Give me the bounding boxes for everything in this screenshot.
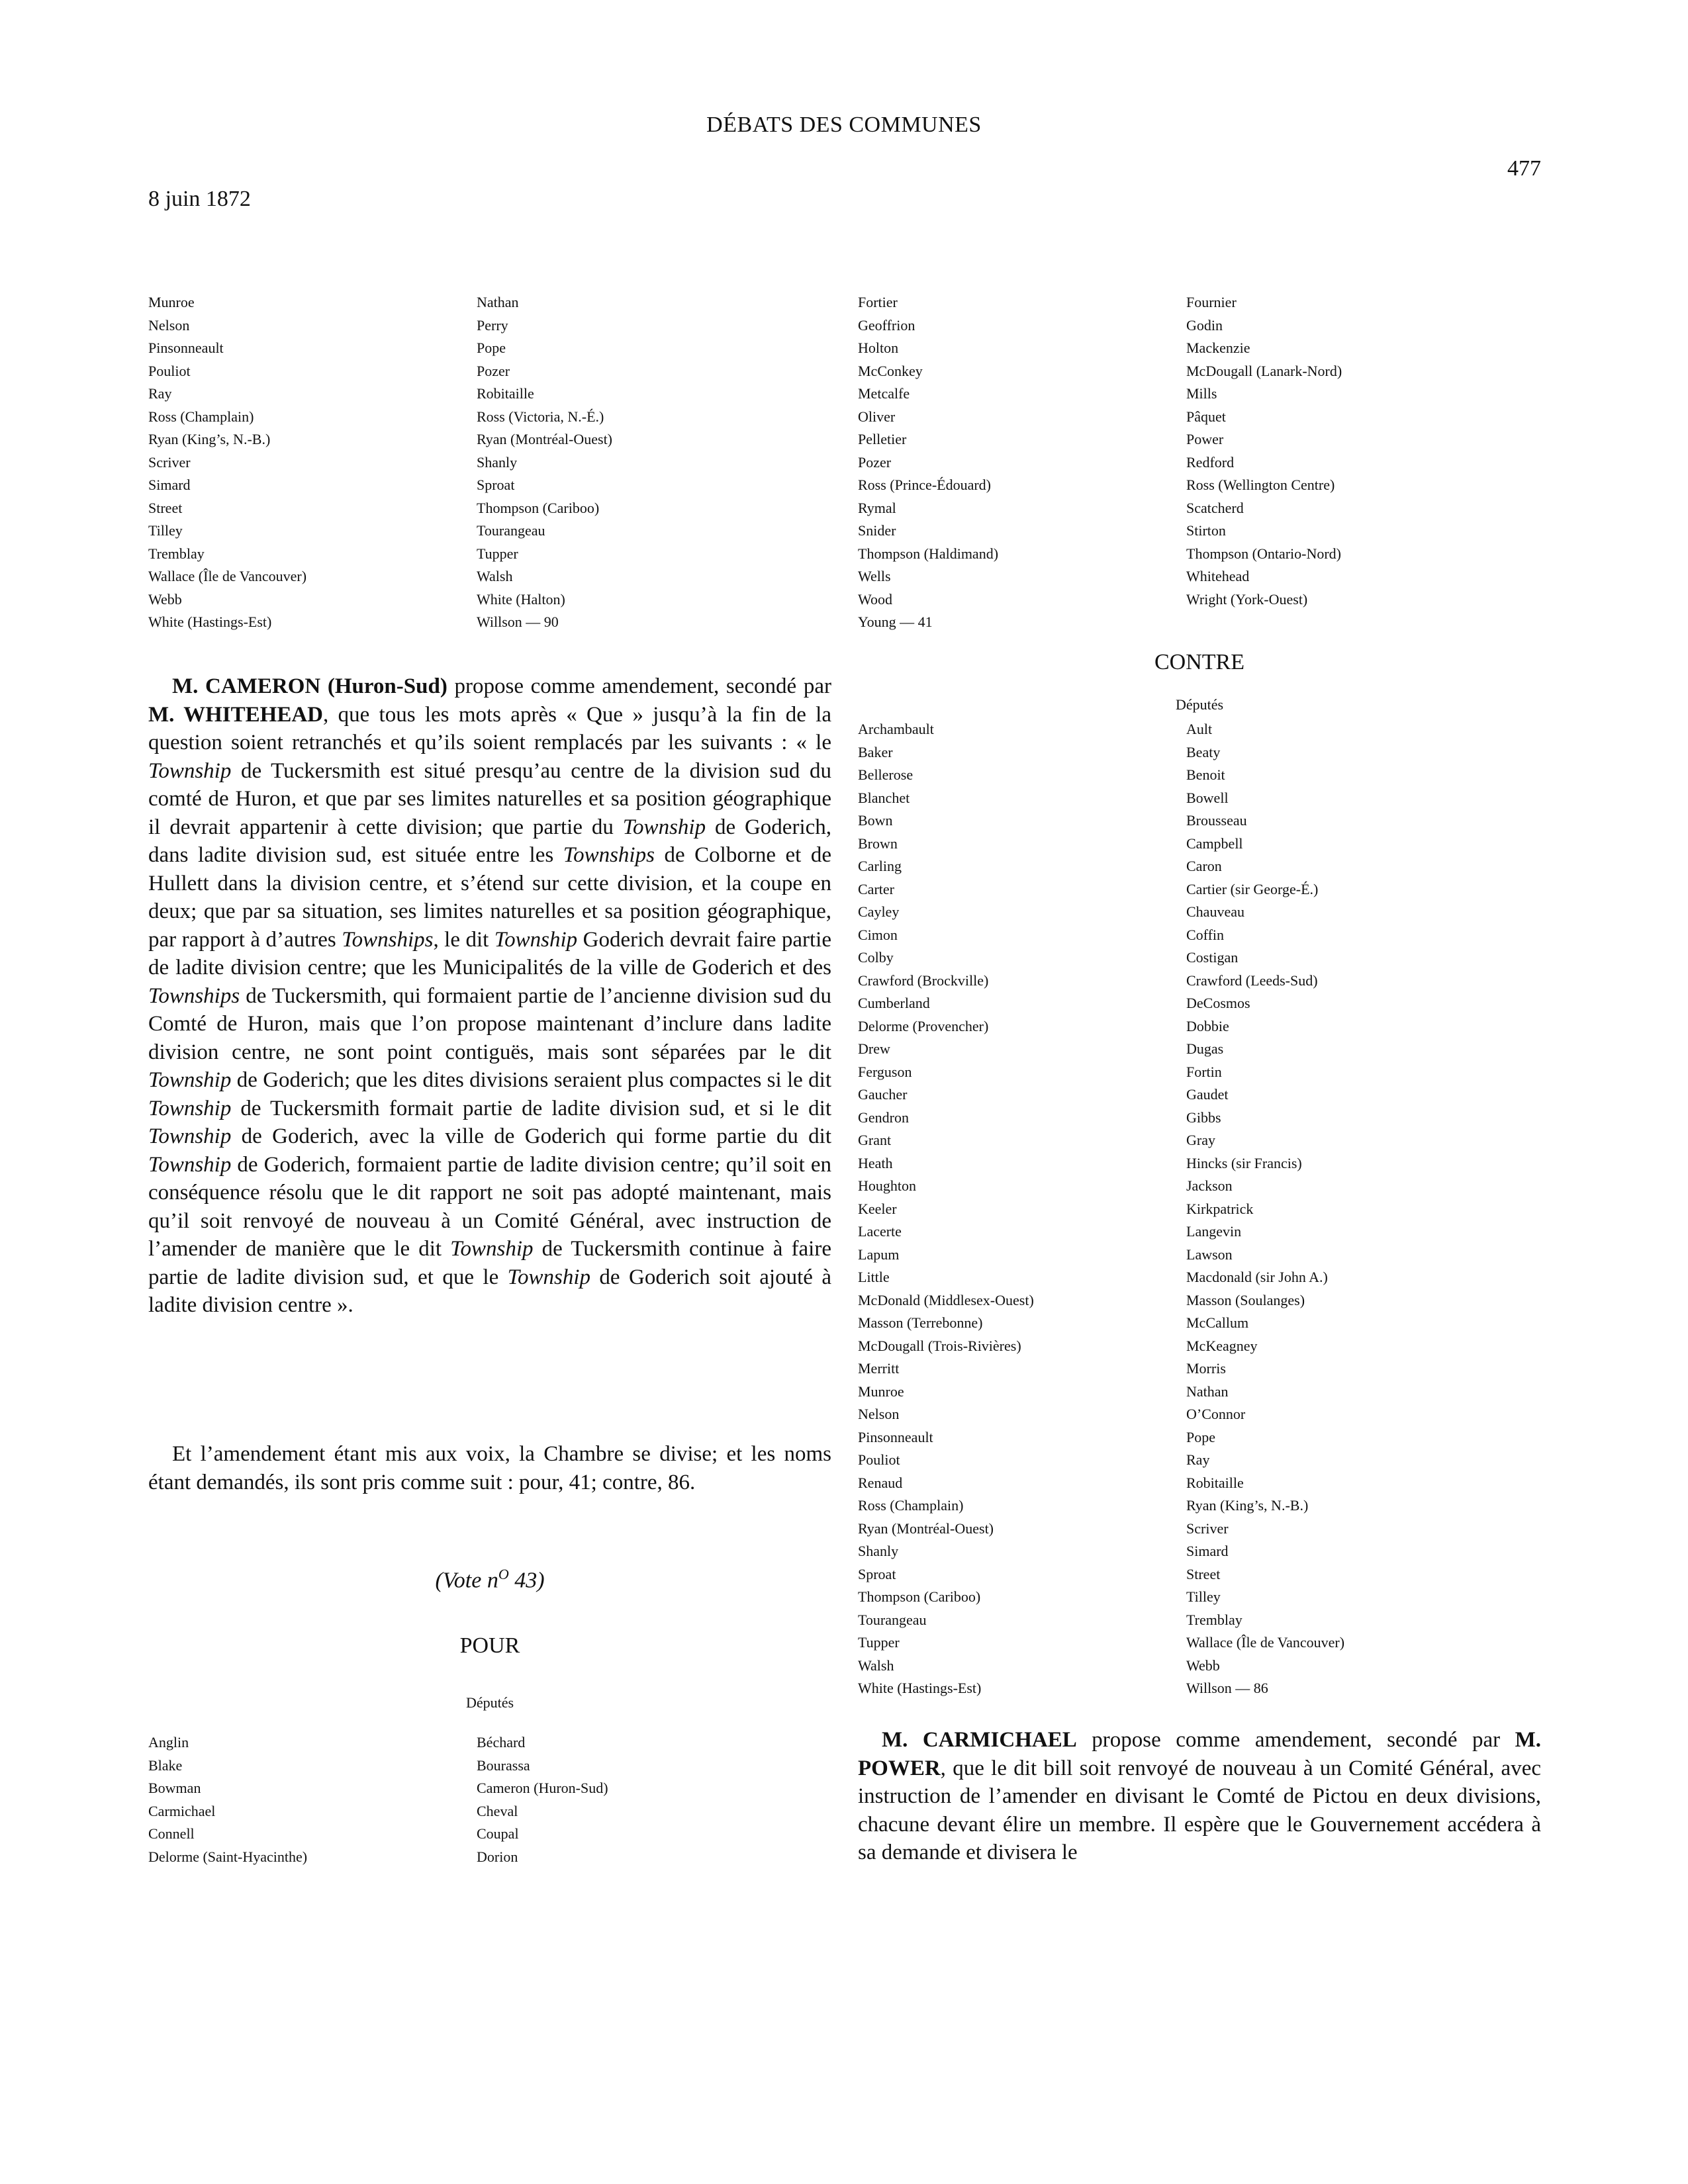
member-name: Godin [1186,316,1223,334]
member-name: Crawford (Leeds-Sud) [1186,972,1318,989]
member-name: Costigan [1186,949,1239,966]
member-name: Wallace (Île de Vancouver) [148,568,307,584]
member-name: Robitaille [1186,1474,1244,1491]
member-name: Walsh [477,568,513,584]
member-name: Gray [1186,1132,1215,1148]
member-name: Mackenzie [1186,340,1250,356]
member-name: Masson (Terrebonne) [858,1314,983,1331]
member-name: Simard [1186,1543,1229,1559]
member-name: Scatcherd [1186,499,1244,516]
member-name: Ross (Victoria, N.-É.) [477,408,604,425]
member-name: Ryan (King’s, N.-B.) [148,431,271,447]
member-name: Tremblay [1186,1611,1243,1628]
member-name: Houghton [858,1177,916,1194]
member-name: White (Halton) [477,590,565,608]
pour-heading: POUR [459,1633,520,1658]
contre-heading: CONTRE [1154,650,1244,674]
member-name: Pope [477,340,506,356]
member-name: Ross (Wellington Centre) [1186,477,1335,493]
member-name: Carling [858,858,902,874]
member-name: Mills [1186,385,1217,402]
member-name: Carmichael [148,1802,216,1819]
member-name: Ray [1186,1451,1210,1468]
member-name: Heath [858,1154,893,1171]
top-list-col4 [1186,291,1342,611]
member-name: Bowman [148,1780,201,1796]
member-name: Webb [1186,1657,1220,1674]
member-name: Brousseau [1186,812,1247,829]
member-name: Connell [148,1825,195,1842]
member-name: Willson — 86 [1186,1680,1268,1696]
page-number: 477 [1507,156,1541,181]
member-name: Fortin [1186,1063,1222,1080]
member-name: Snider [858,522,896,539]
top-list-col3 [858,291,998,634]
member-name: Pouliot [148,362,191,379]
member-name: Bourassa [477,1756,530,1774]
member-name: Cumberland [858,995,930,1011]
vote-number: (Vote $n^O$ 43) [435,1566,545,1593]
member-name: Geoffrion [858,316,915,334]
member-name: Nathan [477,294,519,310]
member-name: Ray [148,385,172,402]
member-name: Stirton [1186,522,1226,539]
member-name: Cimon [858,926,898,943]
contre-list-col2 [1186,718,1344,1700]
pour-list-col2 [477,1731,608,1868]
member-name: Langevin [1186,1223,1242,1240]
member-name: Delorme (Provencher) [858,1017,989,1034]
member-name: Grant [858,1132,892,1148]
member-name: Munroe [858,1383,904,1400]
member-name: Nathan [1186,1383,1229,1400]
member-name: Pinsonneault [148,340,224,356]
contre-heading-wrap [858,650,1541,675]
member-name: Delorme (Saint-Hyacinthe) [148,1848,308,1865]
member-name: Holton [858,340,899,356]
member-name: Munroe [148,294,195,310]
seconder-name: M. WHITEHEAD [148,702,323,727]
member-name: Redford [1186,453,1235,471]
member-name: Ryan (Montréal-Ouest) [477,431,613,447]
member-name: Wood [858,590,893,608]
member-name: Béchard [477,1734,526,1751]
member-name: Wright (York-Ouest) [1186,590,1308,608]
member-name: Robitaille [477,385,534,402]
member-name: McDougall (Trois-Rivières) [858,1337,1021,1354]
member-name: Street [148,499,183,516]
member-name: Rymal [858,499,896,516]
member-name: Ross (Champlain) [858,1497,964,1514]
member-name: Nelson [858,1406,900,1422]
member-name: Pozer [858,453,892,471]
member-name: Lapum [858,1246,900,1263]
member-name: Wallace (Île de Vancouver) [1186,1634,1345,1651]
left-column [148,672,831,1320]
member-name: Jackson [1186,1177,1233,1194]
member-name: Tilley [148,522,183,539]
member-name: Pozer [477,362,510,379]
member-name: Lawson [1186,1246,1233,1263]
member-name: Dobbie [1186,1017,1229,1034]
member-name: Beaty [1186,743,1221,760]
member-name: Tourangeau [858,1611,927,1628]
member-name: DeCosmos [1186,995,1250,1011]
member-name: Ross (Prince-Édouard) [858,477,992,493]
member-name: White (Hastings-Est) [148,614,272,630]
top-list-col1 [148,291,306,634]
member-name: Ryan (King’s, N.-B.) [1186,1497,1309,1514]
member-name: Ferguson [858,1063,912,1080]
member-name: Masson (Soulanges) [1186,1291,1305,1308]
member-name: Anglin [148,1734,189,1751]
member-name: Keeler [858,1200,897,1217]
amendment-carmichael: M. CARMICHAEL propose comme amendement, secondé par M. POWER, que le dit bill soit renvoyé de nouveau à un Comité Général, avec instruction de l’amender en divisant le Comté de Pictou en deux divisions, chacune devant élire un membre. Il espère que le Gouvernement accédera à sa demande et divisera le [858,1728,1541,1864]
member-name: Carter [858,880,894,897]
mover-name: M. CAMERON (Huron-Sud) [172,674,447,698]
contre-deputes-wrap [858,696,1541,713]
amendment-cameron: M. CAMERON (Huron-Sud) propose comme amendement, secondé par M. WHITEHEAD, que tous les mots après « Que » jusqu’à la fin de la question soient retranchés et qu’ils soient remplacés par les suivants : « le Township de Tuckersmith est situé presqu’au centre de la division sud du comté de Huron, et que par ses limites naturelles et sa position géographique il devrait appartenir à cette division; que partie du Township de Goderich, dans ladite division sud, est située entre les Townships de Colborne et de Hullett dans la division centre, et s’étend sur cette division, et la coupe en deux; que par sa situation, ses limites naturelles et sa position géographique, par rapport à d’autres Townships, le dit Township Goderich devrait faire partie de ladite division centre; que les Municipalités de la ville de Goderich et des Townships de Tuckersmith, qui formaient partie de l’ancienne division sud du Comté de Huron, mais que l’on propose maintenant d’inclure dans ladite division centre, ne sont point contiguës, mais sont séparées par le dit Township de Goderich; que les dites divisions seraient plus compactes si le dit Township de Tuckersmith formait partie de ladite division sud, et si le dit Township de Goderich, avec la ville de Goderich qui forme partie du dit Township de Goderich, formaient partie de ladite division centre; qu’il soit en conséquence résolu que le dit rapport ne soit pas adopté maintenant, mais qu’il soit renvoyé de nouveau à un Comité Général, avec instruction de l’amender de manière que le dit Township de Tuckersmith continue à faire partie de ladite division sud, et que le Township de Goderich soit ajouté à ladite division centre ». [148,674,832,1317]
member-name: Pâquet [1186,408,1226,425]
member-name: McDougall (Lanark-Nord) [1186,362,1342,379]
page-title: DÉBATS DES COMMUNES [706,113,982,137]
member-name: Crawford (Brockville) [858,972,989,989]
member-name: Thompson (Cariboo) [477,499,600,516]
member-name: Coffin [1186,926,1225,943]
member-name: White (Hastings-Est) [858,1680,982,1696]
member-name: Little [858,1269,890,1285]
member-name: Gaucher [858,1086,908,1103]
member-name: Scriver [148,453,191,471]
member-name: Simard [148,477,191,493]
contre-deputes-label: Députés [1175,696,1224,713]
member-name: Drew [858,1040,890,1057]
member-name: Archambault [858,721,934,737]
member-name: Shanly [477,453,518,471]
member-name: Macdonald (sir John A.) [1186,1269,1328,1285]
member-name: Baker [858,743,893,760]
member-name: Ross (Champlain) [148,408,254,425]
member-name: Shanly [858,1543,899,1559]
member-name: Nelson [148,316,190,334]
member-name: Scriver [1186,1520,1229,1537]
mover-name: M. CARMICHAEL [882,1728,1077,1752]
member-name: Sproat [477,477,515,493]
pour-deputes-label: Députés [465,1694,514,1711]
member-name: Cayley [858,903,900,920]
member-name: Gaudet [1186,1086,1229,1103]
member-name: Brown [858,835,898,852]
member-name: Tilley [1186,1588,1221,1605]
member-name: McDonald (Middlesex-Ouest) [858,1291,1034,1308]
member-name: Tremblay [148,545,205,562]
pour-list-col1 [148,1731,307,1868]
vote-heading-wrap [148,1566,831,1593]
member-name: Pelletier [858,431,907,447]
member-name: Oliver [858,408,896,425]
member-name: Tourangeau [477,522,545,539]
contre-list-col1 [858,718,1034,1700]
member-name: Benoit [1186,766,1225,783]
member-name: Sproat [858,1565,896,1582]
member-name: Whitehead [1186,568,1250,584]
member-name: Wells [858,568,891,584]
member-name: Pouliot [858,1451,900,1468]
pour-deputes-wrap [148,1694,831,1711]
division-paragraph: Et l’amendement étant mis aux voix, la Chambre se divise; et les noms étant demandés, ils sont pris comme suit : pour, 41; contre, 86. [148,1442,831,1494]
page-date: 8 juin 1872 [148,187,251,211]
member-name: Webb [148,590,182,608]
member-name: Morris [1186,1360,1226,1377]
member-name: Pope [1186,1428,1215,1445]
member-name: Bellerose [858,766,914,783]
member-name: McKeagney [1186,1337,1258,1354]
division-paragraph-wrap [148,1440,831,1496]
member-name: Chauveau [1186,903,1244,920]
member-name: Dorion [477,1848,518,1865]
member-name: Bown [858,812,893,829]
member-name: Ault [1186,721,1213,737]
member-name: Young — 41 [858,614,933,630]
member-name: Gendron [858,1109,909,1126]
member-name: Caron [1186,858,1222,874]
member-name: Dugas [1186,1040,1224,1057]
member-name: O’Connor [1186,1406,1246,1422]
member-name: Gibbs [1186,1109,1221,1126]
member-name: Merritt [858,1360,900,1377]
right-amendment-wrap [858,1726,1541,1867]
member-name: Kirkpatrick [1186,1200,1254,1217]
pour-heading-wrap [148,1633,831,1659]
top-list-col2 [477,291,612,634]
member-name: Perry [477,316,508,334]
member-name: Ryan (Montréal-Ouest) [858,1520,994,1537]
member-name: Cartier (sir George-É.) [1186,880,1319,897]
member-name: Colby [858,949,894,966]
member-name: Fortier [858,294,898,310]
seconder-name: M. POWER [858,1728,1541,1780]
member-name: Street [1186,1565,1221,1582]
member-name: Power [1186,431,1224,447]
member-name: Willson — 90 [477,614,559,630]
member-name: Cameron (Huron-Sud) [477,1780,608,1796]
member-name: Thompson (Ontario-Nord) [1186,545,1342,562]
member-name: Bowell [1186,789,1229,806]
member-name: Thompson (Cariboo) [858,1588,981,1605]
member-name: Metcalfe [858,385,910,402]
member-name: Walsh [858,1657,894,1674]
member-name: Coupal [477,1825,519,1842]
member-name: Blake [148,1756,183,1774]
member-name: Campbell [1186,835,1243,852]
member-name: McCallum [1186,1314,1249,1331]
member-name: Hincks (sir Francis) [1186,1154,1302,1171]
member-name: Tupper [477,545,518,562]
member-name: Blanchet [858,789,910,806]
member-name: Lacerte [858,1223,902,1240]
member-name: Fournier [1186,294,1237,310]
member-name: Pinsonneault [858,1428,933,1445]
member-name: Cheval [477,1802,518,1819]
member-name: Thompson (Haldimand) [858,545,999,562]
member-name: Renaud [858,1474,903,1491]
member-name: McConkey [858,362,923,379]
member-name: Tupper [858,1634,900,1651]
